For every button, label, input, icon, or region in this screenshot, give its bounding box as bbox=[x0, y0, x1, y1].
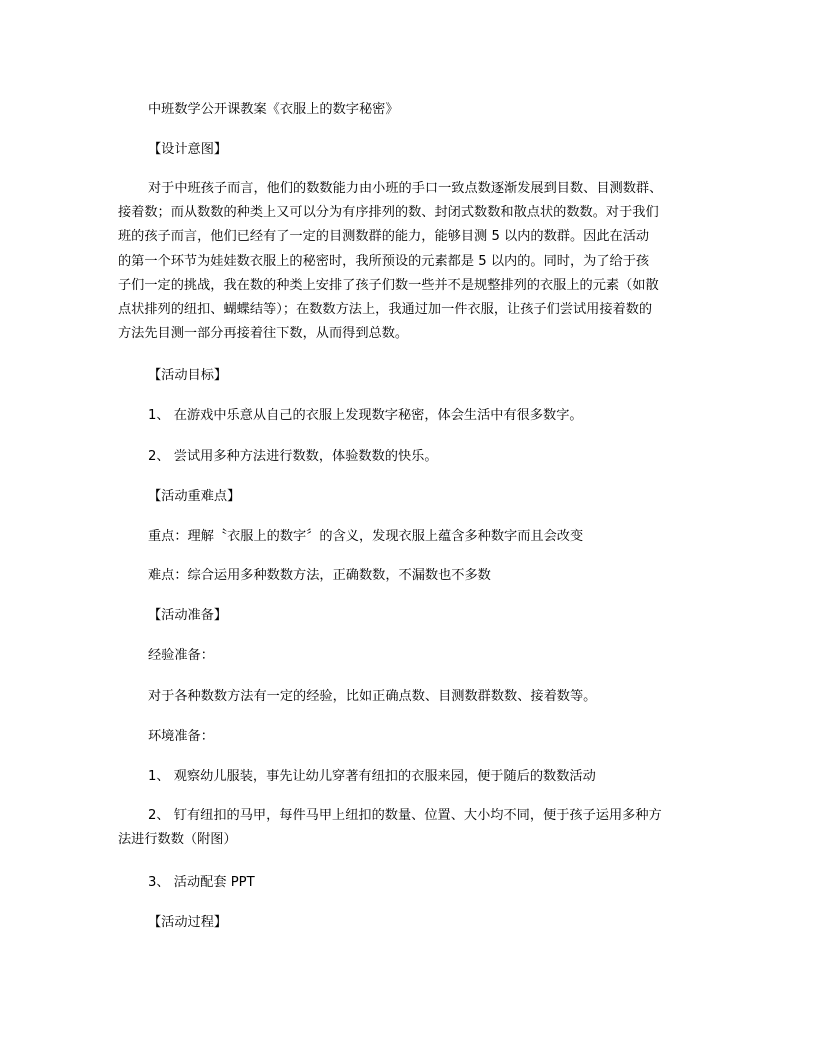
goals-heading: 【活动目标】 bbox=[148, 368, 228, 383]
environment-item: 1、 观察幼儿服装，事先让幼儿穿著有纽扣的衣服来园，便于随后的数数活动 bbox=[148, 769, 596, 784]
design-line: 的第一个环节为娃娃数衣服上的秘密时，我所预设的元素都是 5 以内的。同时，为了给于孩 bbox=[118, 253, 650, 269]
experience-label: 经验准备： bbox=[148, 648, 214, 663]
design-line: 方法先目测一部分再接着往下数，从而得到总数。 bbox=[118, 326, 409, 342]
environment-label: 环境准备： bbox=[148, 729, 214, 744]
design-line: 班的孩子而言，他们已经有了一定的目测数群的能力，能够目测 5 以内的数群。因此在活动 bbox=[118, 229, 650, 245]
design-intent-paragraph bbox=[118, 177, 702, 346]
environment-item-line: 法进行数数（附图） bbox=[118, 832, 237, 848]
experience-text: 对于各种数数方法有一定的经验，比如正确点数、目测数群数数、接着数等。 bbox=[148, 689, 597, 704]
design-line: 子们一定的挑战，我在数的种类上安排了孩子们数一些并不是规整排列的衣服上的元素（如散 bbox=[118, 277, 659, 293]
environment-item-line: 2、 钉有纽扣的马甲，每件马甲上纽扣的数量、位置、大小均不同，便于孩子运用多种方 bbox=[148, 808, 662, 823]
design-intent-heading: 【设计意图】 bbox=[148, 142, 228, 157]
key-point-text: 重点：理解〝衣服上的数字〞的含义，发现衣服上蕴含多种数字而且会改变 bbox=[148, 529, 584, 544]
environment-item: 3、 活动配套 PPT bbox=[148, 875, 255, 890]
design-line: 接着数；而从数数的种类上又可以分为有序排列的数、封闭式数数和散点状的数数。对于我们 bbox=[118, 205, 659, 221]
design-line: 对于中班孩子而言，他们的数数能力由小班的手口一致点数逐渐发展到目数、目测数群、 bbox=[148, 181, 663, 196]
document-title: 中班数学公开课教案《衣服上的数字秘密》 bbox=[148, 102, 399, 117]
design-line: 点状排列的纽扣、蝴蝶结等）；在数数方法上，我通过加一件衣服，让孩子们尝试用接着数的 bbox=[118, 302, 653, 318]
goal-item: 2、 尝试用多种方法进行数数，体验数数的快乐。 bbox=[148, 449, 438, 464]
difficult-point-text: 难点：综合运用多种数数方法，正确数数，不漏数也不多数 bbox=[148, 568, 491, 583]
preparation-heading: 【活动准备】 bbox=[148, 608, 228, 623]
key-points-heading: 【活动重难点】 bbox=[148, 489, 241, 504]
environment-item-2 bbox=[118, 804, 702, 852]
goal-item: 1、 在游戏中乐意从自己的衣服上发现数字秘密，体会生活中有很多数字。 bbox=[148, 408, 583, 423]
process-heading: 【活动过程】 bbox=[148, 915, 228, 930]
